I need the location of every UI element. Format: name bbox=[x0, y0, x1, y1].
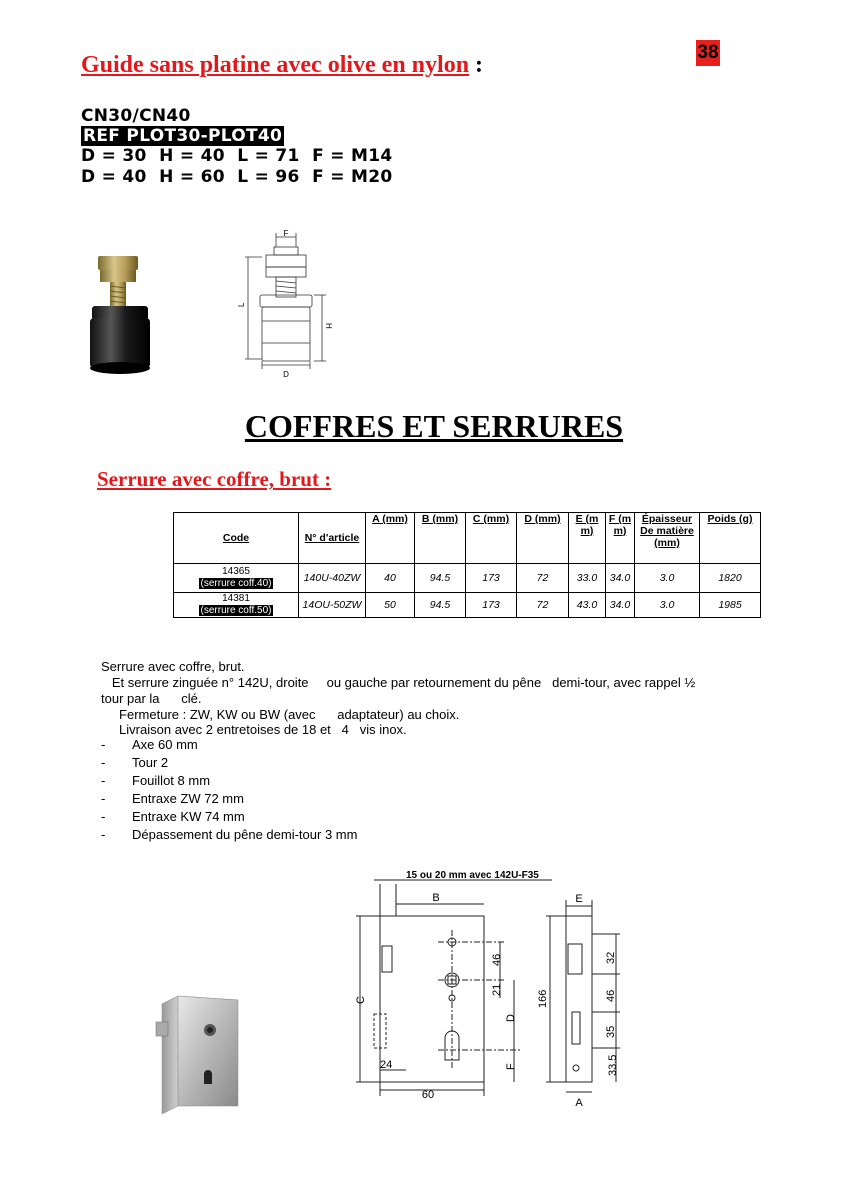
description-line: Et serrure zinguée n° 142U, droite ou gauche par retournement du pêne demi-tour, avec rappel ½ bbox=[101, 675, 696, 690]
label-l: L bbox=[237, 302, 246, 307]
dim-46-side: 46 bbox=[605, 989, 617, 1002]
dim-f: F bbox=[505, 1063, 517, 1070]
dim-33-5: 33.5 bbox=[607, 1054, 619, 1076]
dim-d: D bbox=[505, 1014, 517, 1022]
dim-60: 60 bbox=[421, 1089, 435, 1101]
cell-c: 173 bbox=[466, 564, 517, 593]
th-a: A (mm) bbox=[366, 513, 415, 564]
subheading-serrure: Serrure avec coffre, brut : bbox=[97, 467, 332, 491]
cell-code: 14381 (serrure coff.50) bbox=[174, 593, 299, 618]
description-line: Fermeture : ZW, KW ou BW (avec adaptateur) au choix. bbox=[101, 707, 460, 722]
cell-epaisseur: 3.0 bbox=[635, 564, 700, 593]
label-d: D bbox=[283, 370, 289, 379]
table-row bbox=[174, 564, 761, 593]
list-item: - Entraxe KW 74 mm bbox=[101, 809, 245, 824]
description-line: Serrure avec coffre, brut. bbox=[101, 659, 245, 674]
dim-32: 32 bbox=[605, 951, 617, 964]
th-code: Code bbox=[174, 513, 299, 564]
th-article: N° d'article bbox=[299, 513, 366, 564]
th-d: D (mm) bbox=[517, 513, 569, 564]
label-f: F bbox=[283, 229, 289, 238]
cell-epaisseur: 3.0 bbox=[635, 593, 700, 618]
lock-box-photo bbox=[152, 994, 242, 1118]
cell-code: 14365 (serrure coff.40) bbox=[174, 564, 299, 593]
dimension-line-2: D = 40 H = 60 L = 96 F = M20 bbox=[81, 167, 393, 187]
code-note-badge: (serrure coff.40) bbox=[200, 578, 272, 589]
description-line: tour par la clé. bbox=[101, 691, 202, 706]
lock-side-drawing bbox=[530, 888, 630, 1110]
th-c: C (mm) bbox=[466, 513, 517, 564]
cell-b: 94.5 bbox=[415, 593, 466, 618]
dim-35: 35 bbox=[605, 1025, 617, 1038]
table-header-row bbox=[174, 513, 761, 564]
ref-badge: REF PLOT30-PLOT40 bbox=[83, 126, 283, 146]
table-row bbox=[174, 593, 761, 618]
list-item: - Dépassement du pêne demi-tour 3 mm bbox=[101, 827, 358, 842]
heading-coffres-serrures bbox=[0, 408, 868, 445]
dim-166: 166 bbox=[537, 989, 549, 1008]
description-line: Livraison avec 2 entretoises de 18 et 4 vis inox. bbox=[101, 722, 407, 737]
spec-table bbox=[173, 512, 761, 618]
cell-d: 72 bbox=[517, 593, 569, 618]
cell-poids: 1985 bbox=[700, 593, 761, 618]
code-note-badge: (serrure coff.50) bbox=[200, 605, 272, 616]
cell-article: 140U-40ZW bbox=[299, 564, 366, 593]
cell-article: 14OU-50ZW bbox=[299, 593, 366, 618]
th-epaisseur: Épaisseur De matière (mm) bbox=[635, 513, 700, 564]
th-e: E (m m) bbox=[569, 513, 606, 564]
guide-technical-drawing bbox=[238, 225, 348, 383]
page-number: 38 bbox=[696, 40, 720, 66]
cell-e: 33.0 bbox=[569, 564, 606, 593]
heading-text: COFFRES ET SERRURES bbox=[244, 408, 624, 444]
dimension-line-1: D = 30 H = 40 L = 71 F = M14 bbox=[81, 146, 393, 166]
section-title-guide bbox=[81, 52, 483, 79]
label-h: H bbox=[324, 323, 333, 329]
cell-a: 50 bbox=[366, 593, 415, 618]
dim-46: 46 bbox=[491, 953, 503, 966]
list-item: - Axe 60 mm bbox=[101, 737, 198, 752]
dim-c: C bbox=[355, 996, 367, 1004]
guide-roller-photo bbox=[86, 252, 160, 380]
th-f: F (m m) bbox=[606, 513, 635, 564]
dim-a: A bbox=[575, 1097, 583, 1109]
cell-b: 94.5 bbox=[415, 564, 466, 593]
cell-poids: 1820 bbox=[700, 564, 761, 593]
list-item: - Fouillot 8 mm bbox=[101, 773, 211, 788]
title-suffix: : bbox=[469, 52, 484, 78]
cell-a: 40 bbox=[366, 564, 415, 593]
list-item: - Tour 2 bbox=[101, 755, 169, 770]
model-line: CN30/CN40 bbox=[81, 106, 191, 126]
dim-b: B bbox=[432, 892, 440, 904]
title-text: Guide sans platine avec olive en nylon bbox=[81, 52, 470, 78]
dim-21: 21 bbox=[491, 983, 503, 996]
lock-front-drawing bbox=[352, 870, 539, 1110]
note-15-20mm: 15 ou 20 mm avec 142U-F35 bbox=[406, 870, 539, 881]
cell-c: 173 bbox=[466, 593, 517, 618]
list-item: - Entraxe ZW 72 mm bbox=[101, 791, 244, 806]
cell-d: 72 bbox=[517, 564, 569, 593]
dim-e: E bbox=[575, 893, 583, 905]
cell-f: 34.0 bbox=[606, 564, 635, 593]
th-poids: Poids (g) bbox=[700, 513, 761, 564]
dim-24: 24 bbox=[380, 1059, 393, 1071]
th-b: B (mm) bbox=[415, 513, 466, 564]
cell-f: 34.0 bbox=[606, 593, 635, 618]
cell-e: 43.0 bbox=[569, 593, 606, 618]
ref-line bbox=[81, 126, 284, 146]
